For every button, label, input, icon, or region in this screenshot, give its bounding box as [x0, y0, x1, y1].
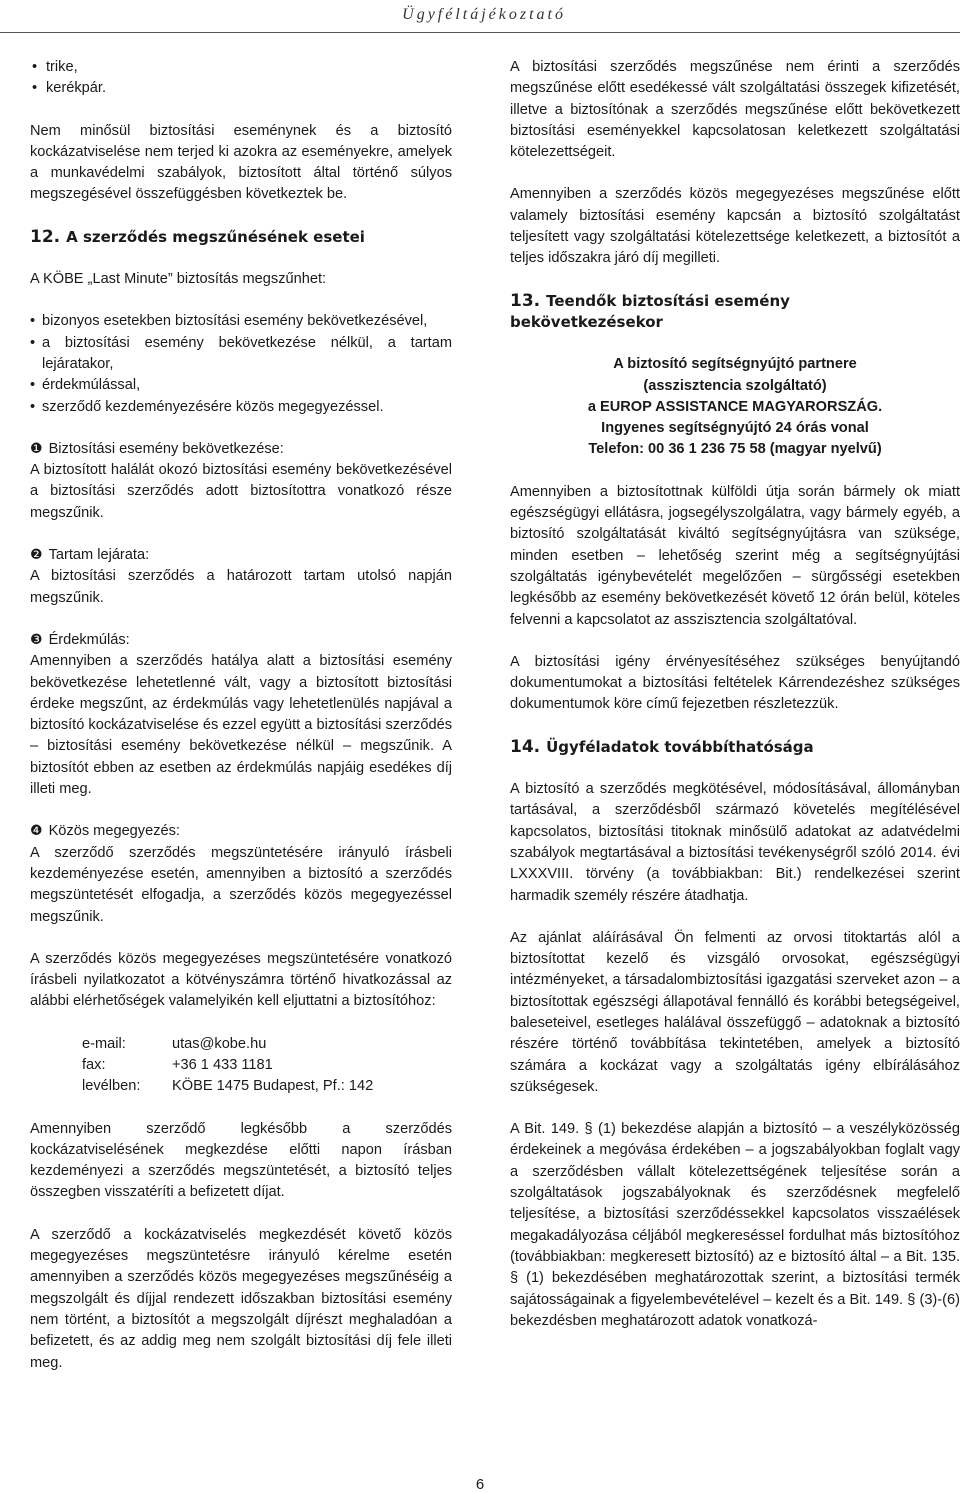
item-heading: Biztosítási esemény bekövetkezése:: [48, 440, 284, 457]
contact-row-fax: [82, 1055, 373, 1076]
contact-row-post: [82, 1076, 373, 1097]
list-item: • érdekmúlással,: [30, 375, 452, 396]
section-title-line-1: Teendők biztosítási esemény: [546, 291, 790, 310]
vehicle-list: [30, 57, 452, 100]
list-item: • szerződő kezdeményezésére közös megegyezéssel.: [30, 397, 452, 418]
contact-table: [82, 1034, 373, 1098]
page-number: 6: [475, 1476, 485, 1493]
section-14-heading: [510, 737, 960, 758]
termination-item-2: [30, 545, 452, 609]
contact-post: KÖBE 1475 Budapest, Pf.: 142: [172, 1078, 374, 1095]
right-column: [510, 57, 960, 1332]
item-text: A biztosított halálát okozó biztosítási esemény bekövetkezésével a biztosítási szerződés adott biztosítottra vonatkozó része megszűnik.: [30, 462, 452, 521]
notice-paragraph: A szerződés közös megegyezéses megszüntetésére vonatkozó írásbeli nyilatkozatot a kötvényszámra történő hivatkozással az alábbi elérhetőségek valamelyikén kell eljuttatni a biztosítóhoz:: [30, 950, 452, 1010]
bit-149-paragraph: A Bit. 149. § (1) bekezdése alapján a biztosító – a veszélyközösség érdekeinek a megóvása érdekében – a jogszabályokban foglalt vagy a szerződésben vállalt kötelezettségének teljesítése során a szolgáltatások jogszabályoknak és szerződésnek megfelelő teljesítése, a biztosítási szerződéssekkel kapcsolatos visszaélések megakadályozása céljából megkereséssel fordulhat más biztosítóhoz (továbbiakban: megkeresett biztosító) az e biztosító által – a Bit. 135. § (1) bekezdésében meghatározottak szerint, a biztosítási termék sajátosságainak a figyelembevételével – kezelt és a Bit. 149. § (3)-(6) bekezdésben meghatározott adatok vonatkozá-: [510, 1121, 960, 1329]
item-heading: Közös megegyezés:: [48, 823, 180, 840]
page-header: [0, 0, 960, 33]
section-number: 13.: [510, 290, 541, 311]
item-heading: Tartam lejárata:: [48, 547, 150, 564]
refund-paragraph: Amennyiben szerződő legkésőbb a szerződés kockázatviselésének megkezdése előtti napon írásban kezdeményezi a szerződés megszüntetését, a biztosító teljes összegben visszatéríti a befizetett díjat.: [30, 1120, 452, 1201]
assistance-info-block: [510, 354, 960, 460]
contact-label: fax:: [82, 1056, 106, 1073]
termination-item-3: [30, 630, 452, 800]
number-2-icon: ❷: [30, 547, 43, 564]
number-3-icon: ❸: [30, 631, 43, 648]
contact-email[interactable]: utas@kobe.hu: [172, 1035, 267, 1052]
section-number: 14.: [510, 736, 541, 757]
section-13-heading: [510, 291, 960, 334]
full-premium-paragraph: Amennyiben a szerződés közös megegyezéses megszűnése előtt valamely biztosítási esemény kapcsán a biztosító szolgáltatást teljesített vagy szolgáltatási kötelezettsége keletkezett, a biztosítót a teljes időszakra járó díj megilleti.: [510, 186, 960, 267]
contact-label: e-mail:: [82, 1035, 126, 1052]
contact-fax: +36 1 433 1181: [172, 1056, 273, 1073]
exclusion-paragraph: Nem minősül biztosítási eseménynek és a biztosító kockázatviselése nem terjed ki azokra az eseményekre, amelyek a munkavédelmi szabályok, biztosított által történő súlyos megszegésével összefüggésben következtek be.: [30, 122, 452, 203]
section-number: 12.: [30, 226, 61, 247]
assist-phone-line: Telefon: 00 36 1 236 75 58 (magyar nyelvű): [588, 441, 882, 458]
termination-item-1: [30, 439, 452, 524]
section-12-lead: A KÖBE „Last Minute” biztosítás megszűnhet:: [30, 271, 327, 288]
section-title-line-2: bekövetkezésekor: [510, 312, 663, 331]
contact-row-email: [82, 1034, 373, 1055]
section-title: Ügyféladatok továbbíthatósága: [546, 737, 814, 756]
list-item: • a biztosítási esemény bekövetkezése nélkül, a tartam lejáratakor,: [30, 333, 452, 376]
claim-documents-paragraph: A biztosítási igény érvényesítéséhez szükséges benyújtandó dokumentumokat a biztosítási feltételek Kárrendezéshez szükséges dokumentumok köre című fejezetben részletezzük.: [510, 653, 960, 713]
list-item: • kerékpár.: [30, 78, 452, 99]
assist-line: A biztosító segítségnyújtó partnere: [613, 356, 857, 373]
number-4-icon: ❹: [30, 823, 43, 840]
termination-item-4: [30, 821, 452, 927]
termination-effects-paragraph: A biztosítási szerződés megszűnése nem érinti a szerződés megszűnése előtt esedékessé vált szolgáltatási összegek kifizetését, illetve a biztosítónak a szerződés megszűnése előtt bekövetkezett biztosítási eseményekkel kapcsolatosan keletkezett szolgáltatási kötelezettségeit.: [510, 59, 960, 161]
item-text: A biztosítási szerződés a határozott tartam utolsó napján megszűnik.: [30, 568, 452, 606]
item-text: Amennyiben a szerződés hatálya alatt a biztosítási esemény bekövetkezése lehetetlenné vált, vagy a biztosított biztosítási érdeke megszűnt, az érdekmúlás vagy lehetetlenülés napjával a biztosító kockázatviselése és ezzel együtt a biztosítási szerződés – biztosítási esemény bekövetkezése nélkül – megszűnik. A biztosítót ebben az esetben az érdekmúlás napjáig esedékes díj illeti meg.: [30, 653, 452, 798]
list-item: • trike,: [30, 57, 452, 78]
header-title: Ügyféltájékoztató: [402, 6, 566, 23]
assist-line: a EUROP ASSISTANCE MAGYARORSZÁG.: [587, 398, 883, 415]
item-text: A szerződő szerződés megszüntetésére irányuló írásbeli kezdeményezése esetén, amennyiben a biztosító a szerződés megszüntetését elfogadja, a szerződés közös megegyezéssel megszűnik.: [30, 844, 452, 925]
assistance-contact-paragraph: Amennyiben a biztosítottnak külföldi útja során bármely ok miatt egészségügyi ellátásra, jogsegélyszolgálatra, vagy bármely egyéb, a biztosító szolgáltatását kiváltó segítségnyújtásra van szüksége, minden esetben – lehetőség szerint még a segítségnyújtási szolgáltatás igénybevételét megelőzően – sürgősségi esetekben legkésőbb az esemény bekövetkezését követő 12 órán belül, köteles felvenni a kapcsolatot az asszisztencia szolgáltatóval.: [510, 483, 960, 628]
list-item: • bizonyos esetekben biztosítási esemény bekövetkezésével,: [30, 311, 452, 332]
contact-label: levélben:: [82, 1078, 141, 1095]
section-12-heading: [30, 227, 452, 248]
item-heading: Érdekmúlás:: [48, 631, 130, 648]
section-title: A szerződés megszűnésének esetei: [66, 227, 365, 246]
assist-line: (asszisztencia szolgáltató): [643, 377, 827, 394]
assist-line: Ingyenes segítségnyújtó 24 órás vonal: [601, 420, 869, 437]
termination-cases-list: [30, 311, 452, 417]
partial-refund-paragraph: A szerződő a kockázatviselés megkezdését követő közös megegyezéses megszüntetésre irányuló kérelme esetén amennyiben a szerződés közös megegyezéses megszűnéséig a megszolgált és díjjal rendezett időszakban biztosítási esemény nem történt, a biztosítót a megszolgált díjrészt meghaladóan a befizetett, és az addig meg nem szolgált biztosítási díj fele illeti meg.: [30, 1226, 452, 1371]
left-column: [30, 57, 452, 1374]
number-1-icon: ❶: [30, 440, 43, 457]
medical-secrecy-paragraph: Az ajánlat aláírásával Ön felmenti az orvosi titoktartás alól a biztosítottat kezelő és vizsgáló orvosokat, egészségügyi intézményeket, a társadalombiztosítási igazgatási szerveket azon – a biztosítottak egészségi állapotával fennálló és korábbi betegségeivel, baleseteivel, esetleges halálával összefüggő – adatoknak a biztosító részére történő továbbítása tekintetében, amelyek a biztosító számára a kockázat vagy a szolgáltatás igény elbírálásához szükségesek.: [510, 929, 960, 1095]
data-transfer-paragraph: A biztosító a szerződés megkötésével, módosításával, állományban tartásával, a szerződésből származó követelés megítélésével kapcsolatos, biztosítási titoknak minősülő adatokat az adatvédelmi szabályok megtartásával a biztosítási tevékenységről szóló 2014. évi LXXXVIII. törvény (a továbbiakban: Bit.) rendelkezései szerint harmadik személy részére átadhatja.: [510, 781, 960, 904]
